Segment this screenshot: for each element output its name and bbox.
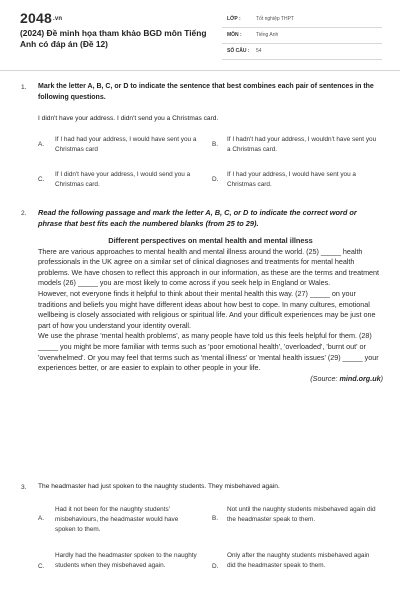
page-header [0, 0, 400, 70]
reading-passage [38, 236, 383, 384]
option-letter: B. [212, 141, 219, 148]
question-instruction: Read the following passage and mark the letter A, B, C, or D to indicate the correct word or phrase that best fits each the numbered blanks (from 25 to 29). [38, 208, 357, 228]
option-b[interactable]: Not until the naughty students misbehaved again did the headmaster speak to them. [227, 506, 376, 523]
option-b[interactable]: If I hadn't had your address, I wouldn't have sent you a Christmas card. [227, 136, 377, 153]
option-letter: D. [212, 563, 219, 570]
option-d[interactable]: Only after the naughty students misbehaved again did the headmaster speak to them. [227, 552, 370, 569]
option-letter: B. [212, 515, 219, 522]
meta-value: Tiếng Anh [256, 32, 279, 38]
option-c[interactable]: Hardly had the headmaster spoken to the naughty students when they misbehaved again. [55, 552, 197, 569]
option-letter: A. [38, 515, 45, 522]
document-title: (2024) Đề minh họa tham khảo BGD môn Tiếng Anh có đáp án (Đề 12) [20, 28, 207, 49]
meta-label: LỚP : [227, 16, 241, 22]
option-c[interactable]: If I didn't have your address, I would send you a Christmas card. [55, 171, 191, 188]
meta-value: 54 [256, 48, 262, 54]
question-prompt: I didn't have your address. I didn't send you a Christmas card. [38, 115, 219, 122]
option-letter: C. [38, 563, 45, 570]
meta-label: MÔN : [227, 32, 242, 38]
question-instruction: Mark the letter A, B, C, or D to indicate the sentence that best combines each pair of sentences in the following questions. [38, 83, 374, 101]
meta-row-question-count [222, 45, 382, 60]
option-letter: C. [38, 176, 45, 183]
meta-row-subject [222, 29, 382, 44]
site-logo-suffix: .vn [52, 16, 63, 23]
meta-label: SỐ CÂU : [227, 48, 250, 54]
question-prompt: The headmaster had just spoken to the naughty students. They misbehaved again. [38, 483, 280, 490]
option-a[interactable]: If I had had your address, I would have sent you a Christmas card [55, 136, 197, 153]
passage-paragraph: There are various approaches to mental health and mental illness around the world. (25) _____ health professionals in the UK agree on a similar set of clinical diagnoses and treatments for mental health problems. We have chosen to reflect this approach in our information, as these are the terms and treatment models (26) _____ you are most likely to come across if you seek help in England or Wales. [38, 246, 380, 288]
option-letter: A. [38, 141, 45, 148]
passage-paragraph: However, not everyone finds it helpful to think about their mental health this way. (27) _____ on your traditions and beliefs you might have different ideas about how best to cope. In many cultures, emotional wellbeing is closely associated with religious or spiritual life. And your difficult experiences may be just one part of how you understand your identity overall. [38, 288, 376, 330]
site-logo[interactable]: 2048.vn [20, 10, 63, 26]
question-number: 3. [21, 484, 27, 491]
meta-row-grade [222, 13, 382, 28]
option-d[interactable]: If I had your address, I would have sent you a Christmas card. [227, 171, 356, 188]
option-letter: D. [212, 176, 219, 183]
meta-value: Tốt nghiệp THPT [256, 16, 294, 22]
passage-title: Different perspectives on mental health and mental illness [108, 236, 313, 245]
option-a[interactable]: Had it not been for the naughty students' misbehaviours, the headmaster would have spoken to them. [55, 506, 179, 533]
question-number: 1. [21, 84, 27, 91]
passage-paragraph: We use the phrase 'mental health problems', as many people have told us this feels helpful for them. (28) _____ you might be more familiar with terms such as 'poor emotional health', 'overloaded', 'burnt out' or 'overwhelmed'. Or you may feel that terms such as 'mental illness' or 'mental health issues' (29) _____ your experiences better, or are easier to explain to other people in your life. [38, 331, 379, 373]
question-number: 2. [21, 210, 27, 217]
passage-source: (Source: mind.org.uk) [310, 373, 383, 383]
header-divider [0, 70, 400, 71]
